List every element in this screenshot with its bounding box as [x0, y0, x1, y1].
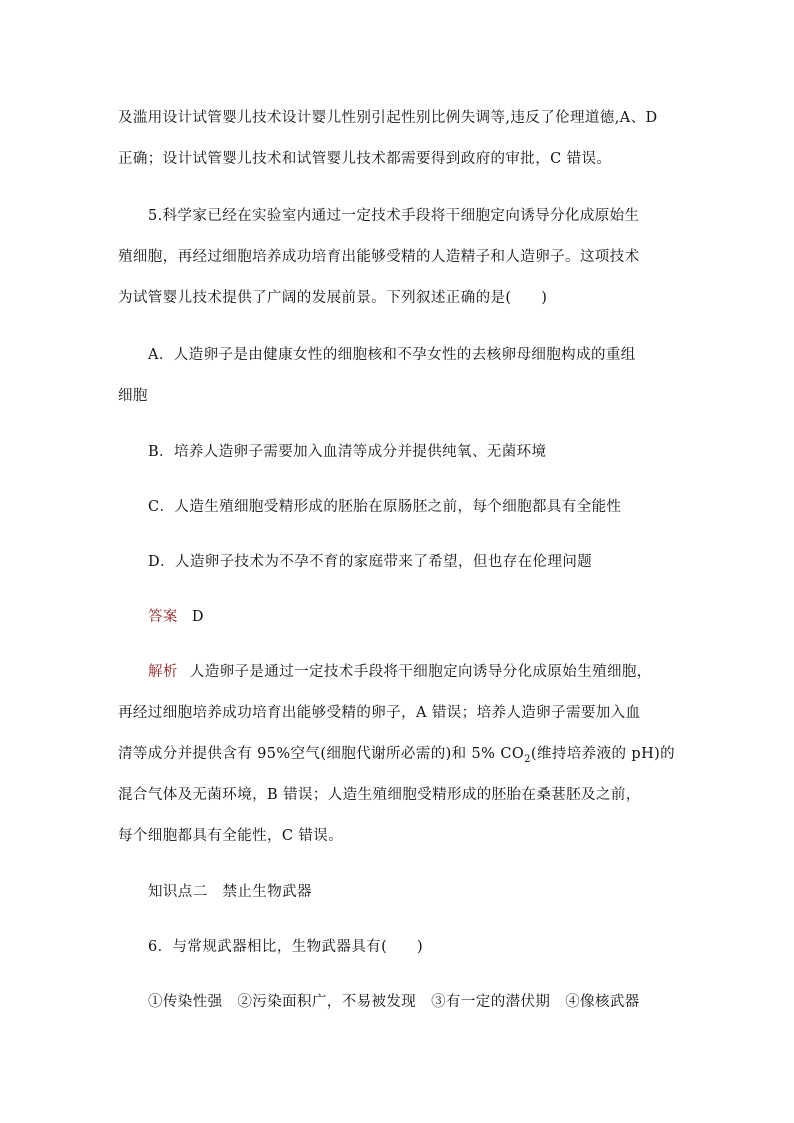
explanation-text-1: 人造卵子是通过一定技术手段将干细胞定向诱导分化成原始生殖细胞，	[189, 664, 652, 680]
question-5-explanation-line-4: 混合气体及无菌环境，B 错误；人造生殖细胞受精形成的胚胎在桑葚胚及之前，	[118, 787, 641, 803]
section-2-title: 知识点二 禁止生物武器	[148, 884, 312, 900]
question-5-option-c: C．人造生殖细胞受精形成的胚胎在原肠胚之前，每个细胞都具有全能性	[148, 499, 622, 515]
question-5-option-b: B．培养人造卵子需要加入血清等成分并提供纯氧、无菌环境	[148, 444, 547, 460]
co2-subscript: 2	[524, 753, 531, 765]
question-5-stem-line-2: 殖细胞，再经过细胞培养成功培育出能够受精的人造精子和人造卵子。这项技术	[118, 249, 640, 265]
explanation-label: 解析	[148, 664, 178, 680]
continuation-line-2: 正确；设计试管婴儿技术和试管婴儿技术都需要得到政府的审批，C 错误。	[118, 151, 612, 167]
explanation-text-3a: 清等成分并提供含有 95%空气(细胞代谢所必需的)和 5% CO	[118, 746, 525, 762]
question-5-option-d: D．人造卵子技术为不孕不育的家庭带来了希望，但也存在伦理问题	[148, 554, 593, 570]
question-5-stem-line-1: 5.科学家已经在实验室内通过一定技术手段将干细胞定向诱导分化成原始生	[148, 208, 640, 224]
question-5-explanation-line-3	[118, 744, 675, 764]
question-5-option-a-line-1: A．人造卵子是由健康女性的细胞核和不孕女性的去核卵母细胞构成的重组	[148, 347, 636, 363]
question-6-stem: 6．与常规武器相比，生物武器具有( )	[148, 939, 424, 955]
question-5-explanation-line-1	[148, 662, 652, 682]
question-5-stem-line-3: 为试管婴儿技术提供了广阔的发展前景。下列叙述正确的是( )	[118, 290, 548, 306]
answer-value: D	[191, 609, 204, 625]
continuation-line-1: 及滥用设计试管婴儿技术设计婴儿性别引起性别比例失调等,违反了伦理道德,A、D	[118, 110, 658, 126]
question-6-options: ①传染性强 ②污染面积广，不易被发现 ③有一定的潜伏期 ④像核武器	[148, 994, 640, 1010]
question-5-answer	[148, 607, 204, 627]
explanation-text-3b: (维持培养液的 pH)的	[530, 746, 676, 762]
question-5-explanation-line-5: 每个细胞都具有全能性，C 错误。	[118, 828, 344, 844]
question-5-option-a-line-2: 细胞	[118, 388, 148, 404]
answer-label: 答案	[148, 609, 178, 625]
question-5-explanation-line-2: 再经过细胞培养成功培育出能够受精的卵子，A 错误；培养人造卵子需要加入血	[118, 705, 641, 721]
